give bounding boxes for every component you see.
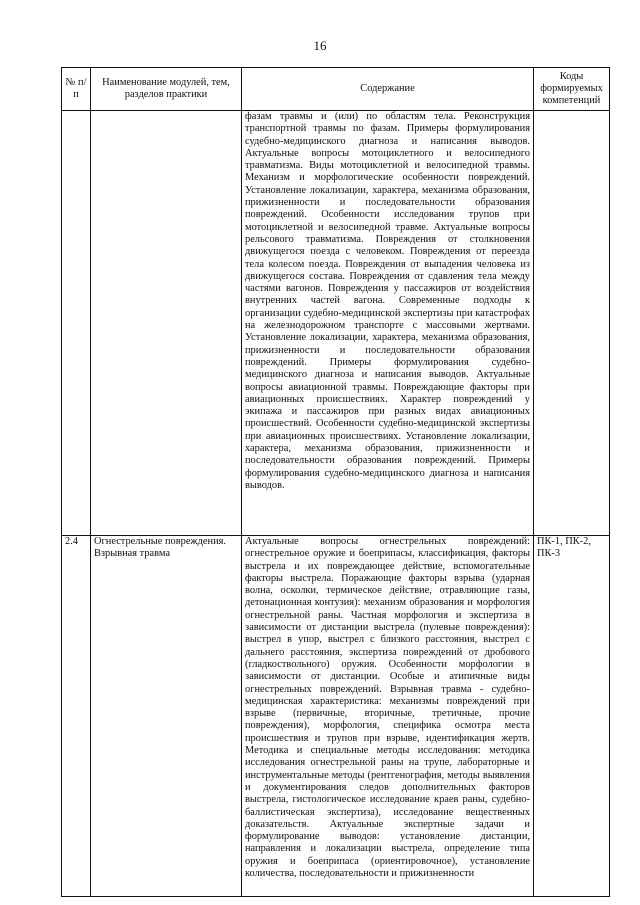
- row-content: Актуальные вопросы огнестрельных повреждений: огнестрельное оружие и боеприпасы, классификация, факторы выстрела и их повреждающее действие, вспомогательные факторы выстрела. Поражающие факторы взрыва (ударная волна, осколки, термическое действие, отравляющие газы, детонационная контузия): механизм образования и морфология огнестрельной раны. Частная морфология и экспертиза в зависимости от дистанции выстрела (пулевые повреждения): выстрел в упор, выстрел с близкого расстояния, выстрел с дальнего расстояния, экспертиза повреждений от дробового (гладкоствольного) оружия. Особенности морфологии в зависимости от дистанции. Особые и атипичные виды огнестрельных повреждений. Взрывная травма - судебно-медицинская характеристика: механизмы повреждений при взрыве (первичные, вторичные, третичные, прочие повреждения), морфология, специфика осмотра места происшествия и трупов при взрыве, идентификация жертв. Методика и специальные методы исследования: методика исследования огнестрельной раны на трупе, лабораторные и инструментальные методы (рентгенография, методы выявления и документирования следов дополнительных факторов выстрела, гистологическое исследование краев раны, судебно-баллистическая экспертиза), исследование вещественных доказательств. Актуальные экспертные задачи и формулирование выводов: установление дистанции, направления и локализации выстрела, определение типа оружия и боеприпаса (ориентировочное), установление количества, последовательности и прижизненности: [242, 536, 534, 897]
- table-row: [62, 111, 610, 536]
- curriculum-table: [61, 67, 610, 897]
- page-number: 16: [313, 38, 327, 53]
- row-competence-codes: ПК-1, ПК-2, ПК-3: [534, 536, 610, 897]
- row-number: [62, 111, 91, 536]
- row-competence-codes: [534, 111, 610, 536]
- row-module-name: [91, 111, 242, 536]
- header-module-name: Наименование модулей, тем, разделов практики: [91, 68, 242, 111]
- header-number: № п/п: [62, 68, 91, 111]
- header-competence-codes: Коды формируемых компетенций: [534, 68, 610, 111]
- row-module-name: Огнестрельные повреждения. Взрывная травма: [91, 536, 242, 897]
- row-content: фазам травмы и (или) по областям тела. Реконструкция транспортной травмы по фазам. Примеры формулирования судебно-медицинского диагноза и написания выводов. Актуальные вопросы мотоциклетного и велосипедного травматизма. Виды мотоциклетной и велосипедной травмы. Механизм и морфологические особенности повреждений. Установление локализации, характера, механизма образования, прижизненности и последовательности образования повреждений. Особенности исследования трупов при мотоциклетной и велосипедной травме. Актуальные вопросы рельсового травматизма. Повреждения от столкновения движущегося поезда с человеком. Повреждения от переезда тела колесом поезда. Повреждения от выпадения человека из движущегося состава. Повреждения от сдавления тела между частями вагонов. Повреждения у пассажиров от воздействия внутренних частей вагона. Современные подходы к организации судебно-медицинской экспертизы при катастрофах на железнодорожном транспорте с массовыми жертвами. Установление локализации, характера, механизма образования, прижизненности и последовательности образования повреждений. Примеры формулирования судебно-медицинского диагноза и написания выводов. Актуальные вопросы авиационной травмы. Повреждающие факторы при авиационных происшествиях. Характер повреждений у экипажа и пассажиров при разных видах авиационных происшествий. Особенности судебно-медицинской экспертизы при авиационных происшествиях. Установление локализации, характера, механизма образования, прижизненности и последовательности образования повреждений. Примеры формулирования судебно-медицинского диагноза и написания выводов.: [242, 111, 534, 536]
- row-number: 2.4: [62, 536, 91, 897]
- header-content: Содержание: [242, 68, 534, 111]
- table-row: [62, 536, 610, 897]
- table-header: [62, 68, 610, 111]
